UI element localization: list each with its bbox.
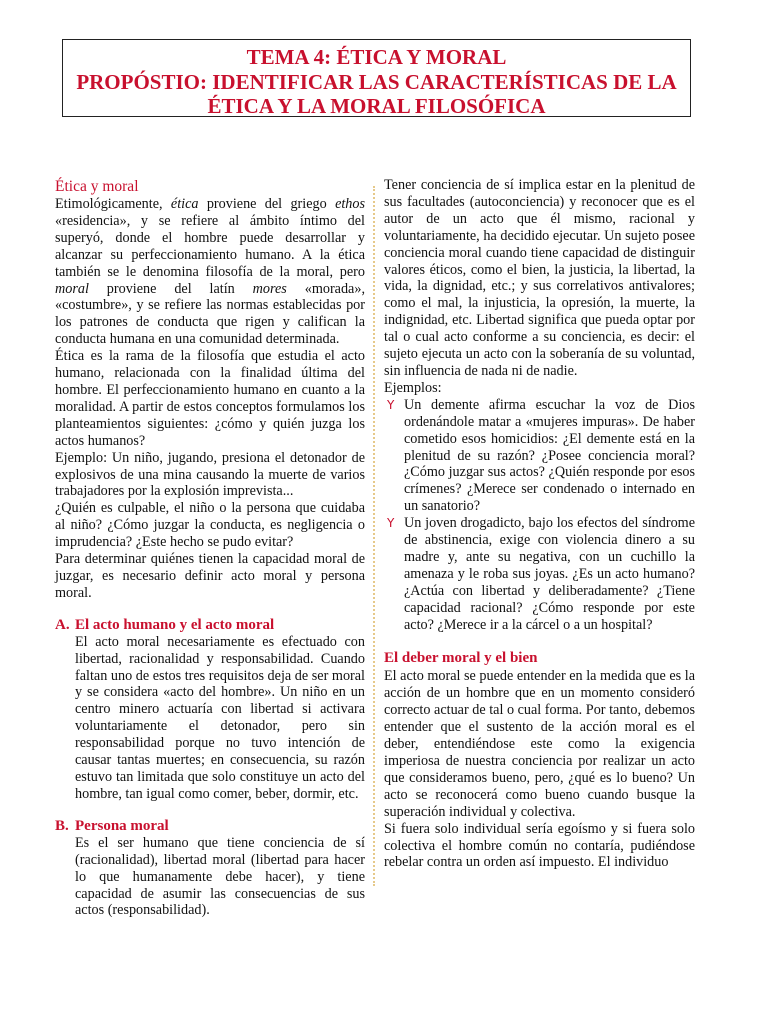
term-moral: moral bbox=[55, 280, 89, 297]
paragraph-conciencia: Tener conciencia de sí implica estar en la plenitud de sus facultades (autoconciencia) y reconocer que es el autor de un acto que él mismo, racional y voluntariamente, ha decidido ejecutar. Un sujeto posee conciencia moral cuando tiene capacidad de distinguir valores éticos, como el bien, la justicia, la libertad, la vida, la dignidad, etc.; y sus correlativos antivalores; como el mal, la injusticia, la opresión, la muerte, la indignidad, etc. Libertad significa que pueda optar por tal o cual acto conforme a su conciencia, es decir: el sujeto ejecuta un acto con la soberanía de su voluntad, sin influencia de nada ni de nadie. bbox=[384, 177, 695, 379]
paragraph-questions: ¿Quién es culpable, el niño o la persona que cuidaba al niño? ¿Cómo juzgar la conducta, es negligencia o imprudencia? ¿Este hecho se pudo evitar? bbox=[55, 500, 365, 551]
section-title-b: Persona moral bbox=[75, 817, 169, 834]
paragraph-individual: Si fuera solo individual sería egoísmo y si fuera solo colectiva el hombre común no contaría, pudiéndose rebelar contra un orden así impuesto. El individuo bbox=[384, 820, 695, 871]
section-letter-a: A. bbox=[55, 616, 70, 633]
bullet-marker-icon: Y bbox=[387, 397, 395, 412]
term-mores: mores bbox=[252, 280, 287, 297]
section-heading-b bbox=[55, 817, 365, 835]
text-span: proviene del latín bbox=[88, 280, 253, 297]
column-divider bbox=[373, 186, 375, 886]
bullet-marker-icon: Y bbox=[387, 516, 395, 531]
example-item bbox=[384, 515, 695, 633]
term-etica: ética bbox=[170, 196, 199, 212]
example-text-2: Un joven drogadicto, bajo los efectos del síndrome de abstinencia, exige con violencia dinero a su madre y, ante su negativa, con un cuchillo la amenaza y le roba sus joyas. ¿Es un acto humano? ¿Actúa con libertad y deliberadamente? ¿Tiene capacidad racional? ¿Cómo responde por este acto? ¿Merece ir a la cárcel o a un hospital? bbox=[404, 515, 695, 633]
topic-title: TEMA 4: ÉTICA Y MORAL bbox=[246, 45, 507, 69]
section-heading-etica-y-moral: Ética y moral bbox=[55, 178, 139, 195]
text-span: Etimológicamente, bbox=[55, 196, 171, 212]
left-column bbox=[55, 177, 365, 919]
paragraph-etymology bbox=[55, 196, 365, 348]
section-title-a: El acto humano y el acto moral bbox=[75, 616, 275, 633]
paragraph-example: Ejemplo: Un niño, jugando, presiona el detonador de explosivos de una mina causando la muerte de varios trabajadores por la explosión imprevista... bbox=[55, 449, 365, 500]
paragraph-deber: El acto moral se puede entender en la medida que es la acción de un hombre que en un momento consideró correcto actuar de tal o cual forma. Por tanto, debemos entender que el sustento de la acción moral es el deber, entendiéndose este como la exigencia imperiosa de nuestra conciencia por realizar un acto que consideramos bueno, pero, ¿qué es lo bueno? Un acto se reconocerá como bueno cuando busque la superación individual y colectiva. bbox=[384, 668, 695, 820]
text-span: «residencia», y se refiere al ámbito íntimo del superyó, donde el hombre puede desarrollar y alcanzar su perfeccionamiento humano. A la ética también se le denomina filosofía de la moral, pero bbox=[55, 212, 365, 280]
section-letter-b: B. bbox=[55, 817, 69, 834]
examples-label: Ejemplos: bbox=[384, 379, 442, 396]
paragraph-conclusion: Para determinar quiénes tienen la capacidad moral de juzgar, es necesario definir acto moral y persona moral. bbox=[55, 551, 365, 601]
right-column bbox=[384, 177, 695, 871]
example-text-1: Un demente afirma escuchar la voz de Dios ordenándole matar a «mujeres impuras». De haber cometido esos homicidios: ¿El demente está en la plenitud de su razón? ¿Posee conciencia moral? ¿Cómo juzgar sus actos? ¿Quién responde por esos crímenes? ¿Merece ser condenado o internado en un sanatorio? bbox=[404, 396, 695, 515]
section-heading-a bbox=[55, 616, 365, 634]
section-heading-deber-moral: El deber moral y el bien bbox=[384, 650, 538, 667]
title-box bbox=[62, 39, 691, 117]
purpose-line-2: ÉTICA Y LA MORAL FILOSÓFICA bbox=[207, 94, 546, 118]
paragraph-ethics-definition: Ética es la rama de la filosofía que estudia el acto humano, relacionada con la finalidad última del hombre. El perfeccionamiento humano en cuanto a la moralidad. A partir de estos conceptos formulamos los planteamientos siguientes: ¿cómo y quién juzga los actos humanos? bbox=[55, 348, 365, 449]
term-ethos: ethos bbox=[335, 196, 366, 212]
example-item bbox=[384, 397, 695, 515]
paragraph-persona-moral: Es el ser humano que tiene conciencia de sí (racionalidad), libertad moral (libertad para hacer lo que humanamente debe hacer), y tiene capacidad de asumir las consecuencias de sus actos (responsabilidad). bbox=[75, 834, 365, 919]
purpose-line-1: PROPÓSTIO: IDENTIFICAR LAS CARACTERÍSTICAS DE LA bbox=[76, 69, 677, 94]
text-span: proviene del griego bbox=[198, 196, 336, 212]
text-span: «morada», «costumbre», y se refiere las normas establecidas por los patrones de conducta que rigen y califican la conducta humana en una comunidad determinada. bbox=[55, 280, 365, 348]
paragraph-acto-humano: El acto moral necesariamente es efectuado con libertad, racionalidad y responsabilidad. Cuando faltan uno de estos tres requisitos deja de ser moral y se considera «acto del hombre». Un niño en un centro minero actuaría con libertad si activara voluntariamente el detonador, pero sin responsabilidad porque no tuvo intención de causar tantas muertes; en consecuencia, su razón estuvo tan limitada que solo constituye un acto del hombre, tan igual como comer, beber, dormir, etc. bbox=[75, 633, 365, 802]
